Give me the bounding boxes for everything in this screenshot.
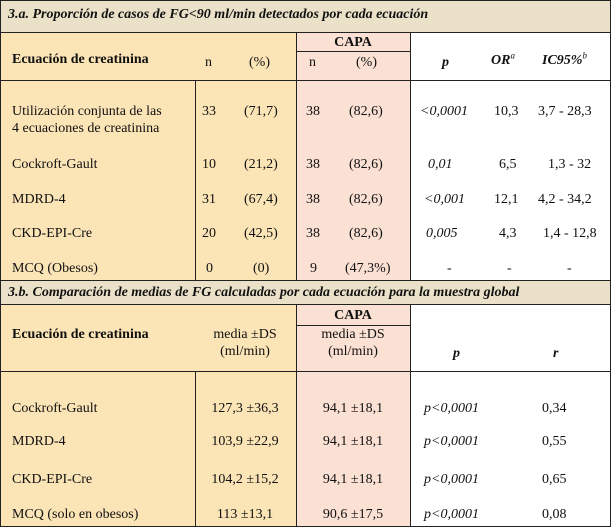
row-a5-ic: - xyxy=(567,261,572,276)
row-a5-or: - xyxy=(507,261,512,276)
row-b3-r: 0,65 xyxy=(542,472,567,487)
header-capa-b: CAPA xyxy=(334,308,372,323)
row-b2-r: 0,55 xyxy=(542,434,567,449)
row-a4-or: 4,3 xyxy=(499,226,517,241)
row-a1-pct: (71,7) xyxy=(244,104,278,119)
row-b2-p: p<0,0001 xyxy=(424,434,479,449)
row-a1-name-line2: 4 ecuaciones de creatinina xyxy=(12,121,160,136)
section-b-title: 3.b. Comparación de medias de FG calculadas por cada ecuación para la muestra global xyxy=(8,285,520,300)
vrule-b-2 xyxy=(296,304,297,526)
border-bottom xyxy=(0,526,611,527)
row-b3-p: p<0,0001 xyxy=(424,472,479,487)
row-a2-pct: (21,2) xyxy=(244,157,278,172)
header-or: $OR^a$ xyxy=(491,50,515,68)
row-a4-n2: 38 xyxy=(306,226,320,241)
header-pct2: (%) xyxy=(356,55,377,70)
header-capa-line1: media ±DS xyxy=(321,327,385,342)
ic-superscript: b xyxy=(582,50,587,61)
row-a3-pct: (67,4) xyxy=(244,192,278,207)
row-b1-p: p<0,0001 xyxy=(424,401,479,416)
header-mean-line1: media ±DS xyxy=(213,327,277,342)
row-a1-ic: 3,7 - 28,3 xyxy=(538,104,592,119)
row-a1-name-line1: Utilización conjunta de las xyxy=(12,104,162,119)
row-a1-or: 10,3 xyxy=(494,104,519,119)
row-b1-capa: 94,1 ±18,1 xyxy=(322,401,384,416)
vrule-b-1 xyxy=(195,371,196,526)
row-a3-p: <0,001 xyxy=(424,192,465,207)
row-b1-name: Cockroft-Gault xyxy=(12,401,98,416)
vrule-a-1 xyxy=(195,80,196,280)
row-a1-n: 33 xyxy=(202,104,216,119)
rule-header-a xyxy=(0,80,611,81)
header-n: n xyxy=(205,55,212,70)
row-a3-name: MDRD-4 xyxy=(12,192,66,207)
row-a3-ic: 4,2 - 34,2 xyxy=(538,192,592,207)
row-a1-n2: 38 xyxy=(306,104,320,119)
row-a2-pct2: (82,6) xyxy=(349,157,383,172)
header-capa-a: CAPA xyxy=(334,35,372,50)
row-a3-n: 31 xyxy=(202,192,216,207)
row-a4-n: 20 xyxy=(202,226,216,241)
row-b2-name: MDRD-4 xyxy=(12,434,66,449)
header-n2: n xyxy=(309,55,316,70)
row-a5-n: 0 xyxy=(206,261,213,276)
row-a4-p: 0,005 xyxy=(426,226,458,241)
row-b4-p: p<0,0001 xyxy=(424,507,479,522)
row-a4-ic: 1,4 - 12,8 xyxy=(543,226,597,241)
row-a5-pct2: (47,3%) xyxy=(345,261,391,276)
row-a2-n: 10 xyxy=(202,157,216,172)
header-p-b: p xyxy=(453,346,460,361)
row-a3-or: 12,1 xyxy=(494,192,519,207)
rule-title-a xyxy=(0,32,611,33)
row-b1-mean: 127,3 ±36,3 xyxy=(211,401,279,416)
rule-section-a-end xyxy=(0,280,611,281)
or-superscript: a xyxy=(510,50,515,61)
row-b2-mean: 103,9 ±22,9 xyxy=(211,434,279,449)
row-a5-pct: (0) xyxy=(253,261,270,276)
header-r: r xyxy=(553,346,559,361)
row-a5-p: - xyxy=(447,261,452,276)
row-a3-pct2: (82,6) xyxy=(349,192,383,207)
rule-header-b xyxy=(0,371,611,372)
header-pct: (%) xyxy=(249,55,270,70)
rule-capa-b xyxy=(296,325,410,326)
row-a4-pct2: (82,6) xyxy=(349,226,383,241)
row-b4-r: 0,08 xyxy=(542,507,567,522)
row-b4-name: MCQ (solo en obesos) xyxy=(12,507,139,522)
header-ic: IC95%$^b$ xyxy=(542,50,587,68)
row-a1-pct2: (82,6) xyxy=(349,104,383,119)
row-a5-n2: 9 xyxy=(310,261,317,276)
row-b3-capa: 94,1 ±18,1 xyxy=(322,472,384,487)
row-a5-name: MCQ (Obesos) xyxy=(12,261,98,276)
row-b3-name: CKD-EPI-Cre xyxy=(12,472,93,487)
section-a-title: 3.a. Proporción de casos de FG<90 ml/min detectados por cada ecuación xyxy=(8,7,429,22)
row-a2-name: Cockroft-Gault xyxy=(12,157,98,172)
header-equation-b: Ecuación de creatinina xyxy=(12,327,149,342)
row-b4-capa: 90,6 ±17,5 xyxy=(322,507,384,522)
row-b4-mean: 113 ±13,1 xyxy=(216,507,274,522)
row-a2-ic: 1,3 - 32 xyxy=(548,157,592,172)
row-a2-n2: 38 xyxy=(306,157,320,172)
rule-capa-a xyxy=(296,51,410,52)
vrule-b-3 xyxy=(410,304,411,526)
rule-title-b xyxy=(0,304,611,305)
vrule-a-3 xyxy=(410,33,411,280)
header-mean-line2: (ml/min) xyxy=(220,344,270,359)
border-top xyxy=(0,0,611,1)
row-a4-pct: (42,5) xyxy=(244,226,278,241)
row-b2-capa: 94,1 ±18,1 xyxy=(322,434,384,449)
header-p-a: p xyxy=(442,55,449,70)
row-a1-p: <0,0001 xyxy=(420,104,468,119)
vrule-a-2 xyxy=(296,33,297,280)
row-b1-r: 0,34 xyxy=(542,401,567,416)
header-equation-a: Ecuación de creatinina xyxy=(12,52,149,67)
row-a3-n2: 38 xyxy=(306,192,320,207)
header-capa-line2: (ml/min) xyxy=(328,344,378,359)
row-a2-p: 0,01 xyxy=(428,157,453,172)
row-a4-name: CKD-EPI-Cre xyxy=(12,226,93,241)
row-b3-mean: 104,2 ±15,2 xyxy=(211,472,279,487)
row-a2-or: 6,5 xyxy=(499,157,517,172)
